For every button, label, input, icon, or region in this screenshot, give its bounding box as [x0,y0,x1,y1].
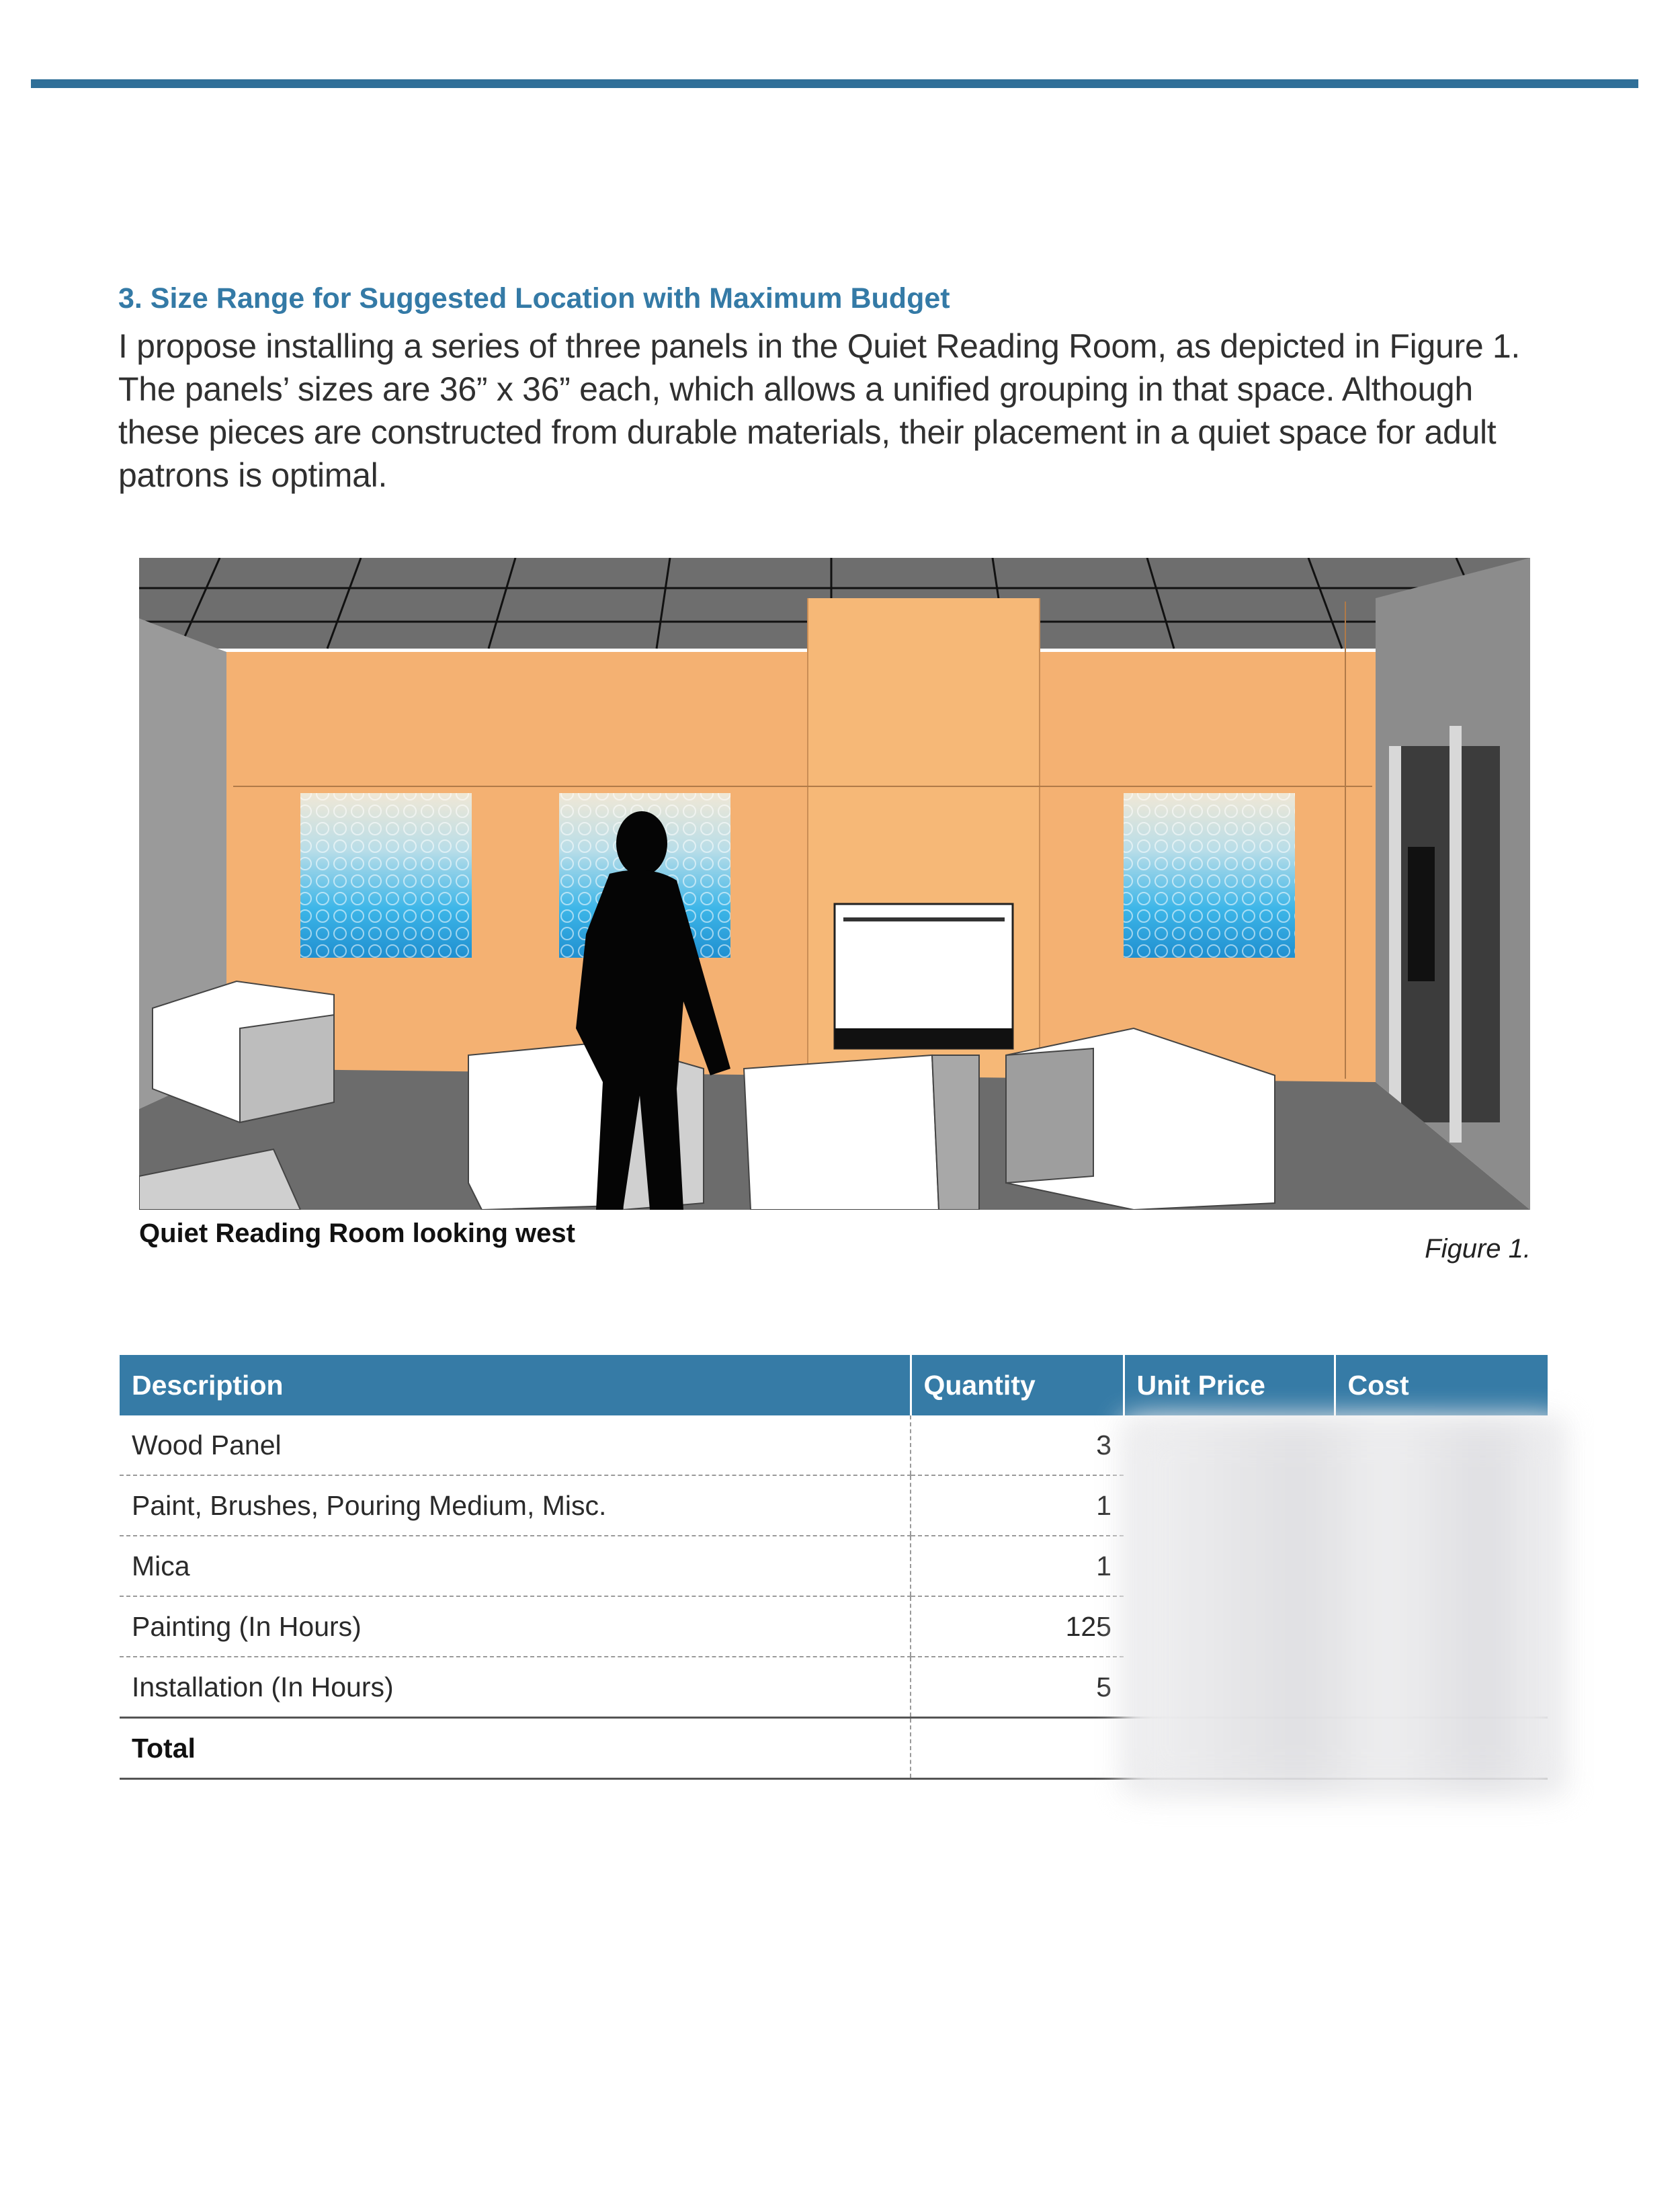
room-rendering-image [139,558,1530,1210]
row-description: Wood Panel [120,1415,911,1475]
header-unit-price: Unit Price [1124,1355,1335,1415]
total-quantity [911,1718,1124,1779]
header-cost: Cost [1335,1355,1548,1415]
figure-caption: Quiet Reading Room looking west [139,1219,575,1248]
row-description: Mica [120,1536,911,1596]
row-quantity: 1 [911,1536,1124,1596]
row-quantity: 3 [911,1415,1124,1475]
redacted-price-area-overlay [1136,1425,1552,1788]
section-paragraph: I propose installing a series of three panels in the Quiet Reading Room, as depicted in Figure 1. The panels’ sizes are 36” x 36” each, which allows a unified grouping in that space. Although these pieces are constructed from durable materials, their placement in a quiet space for adult patrons is optimal. [118,327,1521,494]
total-label: Total [120,1718,911,1779]
row-description: Installation (In Hours) [120,1657,911,1718]
row-description: Paint, Brushes, Pouring Medium, Misc. [120,1475,911,1536]
header-description: Description [120,1355,911,1415]
row-quantity: 125 [911,1596,1124,1657]
row-quantity: 5 [911,1657,1124,1718]
row-quantity: 1 [911,1475,1124,1536]
figure-label: Figure 1. [1425,1234,1531,1264]
top-rule [31,79,1638,88]
table-header-row [120,1355,1548,1415]
header-quantity: Quantity [911,1355,1124,1415]
section-heading: 3. Size Range for Suggested Location with Maximum Budget [118,282,950,315]
row-description: Painting (In Hours) [120,1596,911,1657]
